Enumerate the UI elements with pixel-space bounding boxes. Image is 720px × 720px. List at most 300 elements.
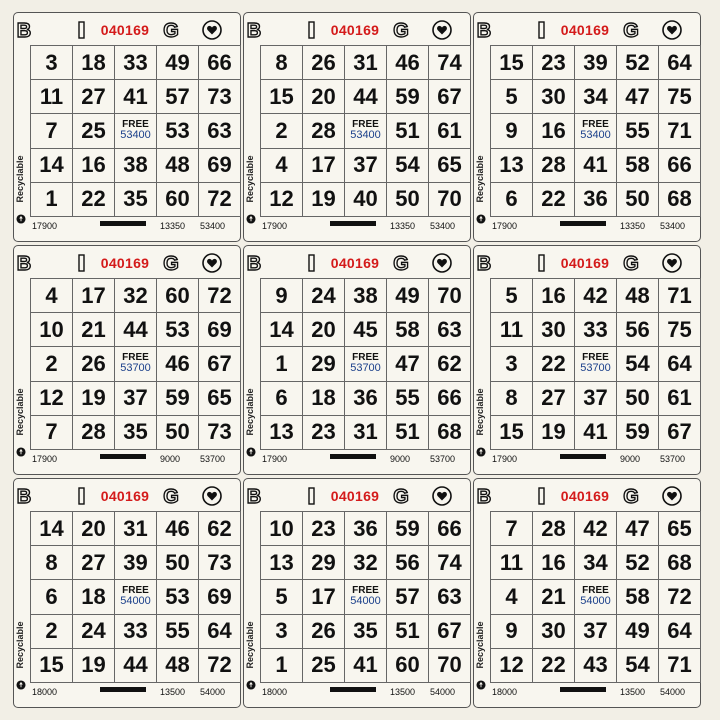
bingo-number-cell: 12	[31, 382, 73, 416]
footer-middle-number: 9000	[620, 454, 641, 464]
bingo-number-cell: 32	[115, 279, 157, 313]
bingo-number-cell: 50	[617, 382, 659, 416]
footer-right-number: 53700	[200, 454, 226, 464]
bingo-number-cell: 73	[199, 80, 241, 114]
free-label: FREE	[122, 584, 149, 596]
bingo-number-cell: 63	[199, 114, 241, 148]
bingo-number-cell: 64	[659, 615, 701, 649]
free-label: FREE	[582, 584, 609, 596]
bingo-number-cell: 8	[31, 546, 73, 580]
bingo-number-cell: 58	[617, 580, 659, 614]
bingo-number-cell: 25	[73, 114, 115, 148]
free-label: FREE	[352, 351, 379, 363]
footer-left-number: 18000	[262, 687, 288, 697]
bingo-number-cell: 3	[491, 347, 533, 381]
bingo-number-cell: 11	[31, 80, 73, 114]
bingo-number-cell: 6	[491, 183, 533, 217]
recyclable-side	[475, 382, 487, 454]
bingo-number-cell: 20	[303, 80, 345, 114]
bingo-number-cell: 62	[429, 347, 471, 381]
bingo-number-cell: 72	[199, 183, 241, 217]
heart-circle-icon	[661, 19, 683, 41]
free-space	[575, 114, 617, 148]
bingo-number-cell: 37	[575, 615, 617, 649]
card-serial-number: 040169	[100, 255, 150, 271]
b-glyph-icon	[13, 19, 35, 41]
bingo-number-cell: 18	[73, 580, 115, 614]
svg-text:G: G	[393, 20, 409, 41]
bingo-number-cell: 22	[73, 183, 115, 217]
bingo-number-cell: 16	[533, 546, 575, 580]
card-header	[14, 15, 240, 45]
bingo-number-cell: 7	[31, 114, 73, 148]
card-footer	[244, 687, 470, 701]
bingo-number-cell: 66	[429, 382, 471, 416]
bingo-number-cell: 67	[429, 615, 471, 649]
bingo-number-cell: 28	[73, 416, 115, 450]
bingo-number-cell: 22	[533, 649, 575, 683]
free-label: FREE	[122, 351, 149, 363]
free-number: 53400	[120, 129, 151, 142]
bingo-number-cell: 17	[73, 279, 115, 313]
g-glyph-icon	[390, 252, 412, 274]
free-space	[345, 114, 387, 148]
bingo-number-cell: 61	[429, 114, 471, 148]
footer-bar	[560, 454, 606, 459]
svg-text:G: G	[393, 486, 409, 507]
bingo-number-cell: 57	[157, 80, 199, 114]
footer-left-number: 18000	[492, 687, 518, 697]
card-serial-number: 040169	[100, 22, 150, 38]
bingo-number-cell: 39	[575, 46, 617, 80]
bingo-number-cell: 63	[429, 580, 471, 614]
b-glyph-icon	[243, 19, 265, 41]
bingo-number-cell: 5	[491, 80, 533, 114]
bingo-number-cell: 31	[345, 46, 387, 80]
bingo-number-cell: 61	[659, 382, 701, 416]
footer-middle-number: 13350	[390, 221, 416, 231]
recyclable-label: Recyclable	[245, 621, 255, 669]
svg-text:G: G	[623, 253, 639, 274]
card-header	[474, 15, 700, 45]
footer-left-number: 17900	[262, 221, 288, 231]
bingo-number-cell: 49	[157, 46, 199, 80]
recyclable-side	[15, 382, 27, 454]
recyclable-label: Recyclable	[15, 155, 25, 203]
recyclable-label: Recyclable	[475, 155, 485, 203]
bingo-number-cell: 66	[199, 46, 241, 80]
bingo-number-cell: 45	[345, 313, 387, 347]
bingo-number-cell: 33	[115, 615, 157, 649]
bingo-number-cell: 40	[345, 183, 387, 217]
bingo-number-cell: 1	[261, 347, 303, 381]
footer-right-number: 53400	[200, 221, 226, 231]
bingo-number-cell: 38	[345, 279, 387, 313]
bingo-number-cell: 73	[199, 546, 241, 580]
free-label: FREE	[352, 584, 379, 596]
bingo-number-cell: 20	[73, 512, 115, 546]
card-serial-number: 040169	[560, 488, 610, 504]
bingo-number-cell: 52	[617, 546, 659, 580]
card-header	[474, 481, 700, 511]
card-header	[14, 248, 240, 278]
svg-text:G: G	[393, 253, 409, 274]
bingo-number-cell: 24	[303, 279, 345, 313]
bingo-number-cell: 46	[157, 347, 199, 381]
bingo-number-cell: 51	[387, 114, 429, 148]
recyclable-label: Recyclable	[245, 388, 255, 436]
bingo-number-cell: 71	[659, 114, 701, 148]
bingo-number-cell: 20	[303, 313, 345, 347]
footer-left-number: 18000	[32, 687, 58, 697]
bingo-number-cell: 68	[659, 183, 701, 217]
bingo-number-cell: 5	[491, 279, 533, 313]
bingo-number-cell: 74	[429, 546, 471, 580]
bingo-number-cell: 58	[617, 149, 659, 183]
footer-left-number: 17900	[492, 221, 518, 231]
bingo-card	[13, 478, 241, 708]
bingo-number-cell: 3	[261, 615, 303, 649]
free-space	[345, 580, 387, 614]
bingo-number-cell: 37	[115, 382, 157, 416]
b-glyph-icon	[13, 485, 35, 507]
card-footer	[474, 687, 700, 701]
bingo-number-cell: 54	[617, 347, 659, 381]
bingo-number-cell: 24	[73, 615, 115, 649]
b-glyph-icon	[473, 252, 495, 274]
bingo-number-cell: 18	[73, 46, 115, 80]
card-footer	[244, 454, 470, 468]
bingo-number-cell: 69	[199, 149, 241, 183]
bingo-number-cell: 67	[199, 347, 241, 381]
svg-text:B: B	[16, 486, 32, 507]
footer-bar	[100, 454, 146, 459]
bingo-number-cell: 18	[303, 382, 345, 416]
bingo-number-cell: 22	[533, 347, 575, 381]
free-space	[575, 580, 617, 614]
bingo-number-cell: 9	[491, 615, 533, 649]
bingo-number-cell: 52	[617, 46, 659, 80]
number-grid	[260, 278, 471, 450]
bingo-number-cell: 19	[73, 649, 115, 683]
footer-middle-number: 13500	[390, 687, 416, 697]
bingo-number-cell: 36	[575, 183, 617, 217]
bingo-number-cell: 65	[659, 512, 701, 546]
bingo-number-cell: 12	[491, 649, 533, 683]
bingo-number-cell: 23	[533, 46, 575, 80]
bingo-number-cell: 31	[345, 416, 387, 450]
card-footer	[14, 687, 240, 701]
bingo-number-cell: 49	[617, 615, 659, 649]
bingo-number-cell: 21	[533, 580, 575, 614]
bingo-number-cell: 8	[261, 46, 303, 80]
bingo-number-cell: 28	[303, 114, 345, 148]
heart-circle-icon	[431, 19, 453, 41]
bingo-card	[13, 12, 241, 242]
g-glyph-icon	[620, 252, 642, 274]
bingo-number-cell: 16	[533, 279, 575, 313]
svg-text:G: G	[163, 486, 179, 507]
card-footer	[14, 454, 240, 468]
bingo-number-cell: 46	[387, 46, 429, 80]
bingo-number-cell: 16	[533, 114, 575, 148]
number-grid	[30, 45, 241, 217]
bingo-number-cell: 17	[303, 149, 345, 183]
free-space	[575, 347, 617, 381]
bingo-number-cell: 9	[261, 279, 303, 313]
bingo-number-cell: 75	[659, 80, 701, 114]
bingo-number-cell: 17	[303, 580, 345, 614]
bingo-number-cell: 47	[617, 512, 659, 546]
bingo-card	[243, 478, 471, 708]
footer-left-number: 17900	[492, 454, 518, 464]
bingo-number-cell: 44	[115, 313, 157, 347]
recyclable-label: Recyclable	[475, 621, 485, 669]
svg-text:B: B	[16, 253, 32, 274]
bingo-card	[473, 12, 701, 242]
bingo-card	[13, 245, 241, 475]
svg-text:G: G	[623, 486, 639, 507]
footer-bar	[560, 687, 606, 692]
bingo-number-cell: 65	[199, 382, 241, 416]
card-header	[244, 15, 470, 45]
number-grid	[30, 278, 241, 450]
footer-bar	[560, 221, 606, 226]
bingo-number-cell: 37	[575, 382, 617, 416]
bingo-number-cell: 71	[659, 649, 701, 683]
bingo-number-cell: 14	[31, 512, 73, 546]
card-header	[474, 248, 700, 278]
bingo-number-cell: 53	[157, 580, 199, 614]
free-number: 53700	[580, 362, 611, 375]
bingo-number-cell: 28	[533, 149, 575, 183]
bingo-number-cell: 19	[303, 183, 345, 217]
bingo-number-cell: 44	[345, 80, 387, 114]
bingo-number-cell: 51	[387, 416, 429, 450]
footer-right-number: 54000	[430, 687, 456, 697]
footer-left-number: 17900	[262, 454, 288, 464]
bingo-number-cell: 39	[115, 546, 157, 580]
bingo-number-cell: 75	[659, 313, 701, 347]
footer-left-number: 17900	[32, 454, 58, 464]
bingo-number-cell: 23	[303, 416, 345, 450]
footer-right-number: 53700	[430, 454, 456, 464]
bingo-number-cell: 6	[261, 382, 303, 416]
recyclable-label: Recyclable	[15, 388, 25, 436]
bingo-number-cell: 70	[429, 649, 471, 683]
footer-middle-number: 9000	[390, 454, 411, 464]
bingo-card	[243, 12, 471, 242]
b-glyph-icon	[473, 485, 495, 507]
bingo-number-cell: 37	[345, 149, 387, 183]
number-grid	[260, 511, 471, 683]
bingo-number-cell: 72	[199, 279, 241, 313]
bingo-number-cell: 7	[31, 416, 73, 450]
bingo-number-cell: 36	[345, 512, 387, 546]
bingo-number-cell: 34	[575, 546, 617, 580]
free-label: FREE	[122, 118, 149, 130]
bingo-number-cell: 11	[491, 313, 533, 347]
free-number: 53700	[350, 362, 381, 375]
free-number: 53700	[120, 362, 151, 375]
bingo-number-cell: 47	[387, 347, 429, 381]
footer-bar	[100, 687, 146, 692]
bingo-number-cell: 26	[303, 615, 345, 649]
footer-right-number: 53400	[660, 221, 686, 231]
bingo-number-cell: 6	[31, 580, 73, 614]
bingo-number-cell: 48	[157, 149, 199, 183]
card-serial-number: 040169	[330, 255, 380, 271]
bingo-number-cell: 36	[345, 382, 387, 416]
bingo-number-cell: 60	[157, 279, 199, 313]
bingo-number-cell: 15	[31, 649, 73, 683]
footer-bar	[330, 687, 376, 692]
bingo-number-cell: 55	[157, 615, 199, 649]
card-serial-number: 040169	[330, 22, 380, 38]
bingo-number-cell: 46	[157, 512, 199, 546]
bingo-number-cell: 33	[575, 313, 617, 347]
bingo-card	[473, 478, 701, 708]
heart-circle-icon	[661, 485, 683, 507]
svg-text:B: B	[476, 486, 492, 507]
number-grid	[30, 511, 241, 683]
heart-circle-icon	[201, 485, 223, 507]
bingo-number-cell: 48	[617, 279, 659, 313]
bingo-number-cell: 13	[261, 416, 303, 450]
bingo-number-cell: 50	[617, 183, 659, 217]
bingo-number-cell: 1	[31, 183, 73, 217]
bingo-number-cell: 41	[575, 149, 617, 183]
bingo-number-cell: 56	[617, 313, 659, 347]
number-grid	[260, 45, 471, 217]
bingo-number-cell: 12	[261, 183, 303, 217]
bingo-number-cell: 70	[429, 279, 471, 313]
bingo-number-cell: 59	[387, 512, 429, 546]
bingo-number-cell: 27	[73, 80, 115, 114]
bingo-number-cell: 66	[429, 512, 471, 546]
bingo-number-cell: 69	[199, 313, 241, 347]
bingo-number-cell: 4	[261, 149, 303, 183]
bingo-number-cell: 72	[659, 580, 701, 614]
free-space	[115, 580, 157, 614]
free-number: 54000	[120, 595, 151, 608]
bingo-number-cell: 4	[31, 279, 73, 313]
bingo-number-cell: 10	[261, 512, 303, 546]
bingo-number-cell: 41	[115, 80, 157, 114]
bingo-number-cell: 14	[31, 149, 73, 183]
bingo-number-cell: 56	[387, 546, 429, 580]
bingo-number-cell: 16	[73, 149, 115, 183]
g-glyph-icon	[160, 485, 182, 507]
bingo-number-cell: 72	[199, 649, 241, 683]
free-label: FREE	[582, 118, 609, 130]
bingo-number-cell: 30	[533, 80, 575, 114]
bingo-number-cell: 41	[575, 416, 617, 450]
bingo-number-cell: 15	[491, 46, 533, 80]
svg-text:B: B	[16, 20, 32, 41]
bingo-number-cell: 21	[73, 313, 115, 347]
recyclable-side	[475, 149, 487, 221]
bingo-number-cell: 50	[387, 183, 429, 217]
bingo-number-cell: 2	[31, 347, 73, 381]
bingo-number-cell: 50	[157, 546, 199, 580]
bingo-number-cell: 25	[303, 649, 345, 683]
bingo-number-cell: 2	[31, 615, 73, 649]
bingo-number-cell: 13	[491, 149, 533, 183]
bingo-number-cell: 14	[261, 313, 303, 347]
b-glyph-icon	[243, 252, 265, 274]
card-serial-number: 040169	[100, 488, 150, 504]
heart-circle-icon	[201, 19, 223, 41]
free-number: 54000	[580, 595, 611, 608]
free-number: 53400	[580, 129, 611, 142]
bingo-number-cell: 35	[115, 416, 157, 450]
bingo-number-cell: 54	[387, 149, 429, 183]
bingo-number-cell: 68	[659, 546, 701, 580]
footer-bar	[330, 221, 376, 226]
card-footer	[14, 221, 240, 235]
g-glyph-icon	[160, 19, 182, 41]
bingo-number-cell: 53	[157, 114, 199, 148]
svg-text:B: B	[246, 20, 262, 41]
bingo-number-cell: 22	[533, 183, 575, 217]
number-grid	[490, 45, 701, 217]
b-glyph-icon	[243, 485, 265, 507]
card-footer	[474, 221, 700, 235]
bingo-number-cell: 35	[345, 615, 387, 649]
bingo-number-cell: 59	[157, 382, 199, 416]
bingo-number-cell: 8	[491, 382, 533, 416]
svg-text:B: B	[476, 253, 492, 274]
bingo-number-cell: 10	[31, 313, 73, 347]
card-serial-number: 040169	[560, 22, 610, 38]
card-header	[14, 481, 240, 511]
bingo-number-cell: 51	[387, 615, 429, 649]
bingo-number-cell: 67	[659, 416, 701, 450]
bingo-number-cell: 60	[387, 649, 429, 683]
g-glyph-icon	[390, 485, 412, 507]
bingo-number-cell: 34	[575, 80, 617, 114]
bingo-number-cell: 44	[115, 649, 157, 683]
footer-middle-number: 13500	[160, 687, 186, 697]
bingo-number-cell: 5	[261, 580, 303, 614]
bingo-number-cell: 2	[261, 114, 303, 148]
recyclable-side	[15, 615, 27, 687]
b-glyph-icon	[13, 252, 35, 274]
bingo-number-cell: 15	[491, 416, 533, 450]
bingo-card	[473, 245, 701, 475]
free-number: 54000	[350, 595, 381, 608]
bingo-number-cell: 28	[533, 512, 575, 546]
bingo-number-cell: 43	[575, 649, 617, 683]
g-glyph-icon	[620, 485, 642, 507]
free-space	[345, 347, 387, 381]
bingo-number-cell: 55	[387, 382, 429, 416]
recyclable-side	[245, 615, 257, 687]
footer-middle-number: 13350	[160, 221, 186, 231]
bingo-number-cell: 26	[73, 347, 115, 381]
bingo-number-cell: 53	[157, 313, 199, 347]
g-glyph-icon	[620, 19, 642, 41]
card-serial-number: 040169	[330, 488, 380, 504]
bingo-number-cell: 30	[533, 313, 575, 347]
card-serial-number: 040169	[560, 255, 610, 271]
bingo-number-cell: 68	[429, 416, 471, 450]
bingo-number-cell: 19	[73, 382, 115, 416]
bingo-number-cell: 26	[303, 46, 345, 80]
bingo-number-cell: 30	[533, 615, 575, 649]
bingo-card	[243, 245, 471, 475]
